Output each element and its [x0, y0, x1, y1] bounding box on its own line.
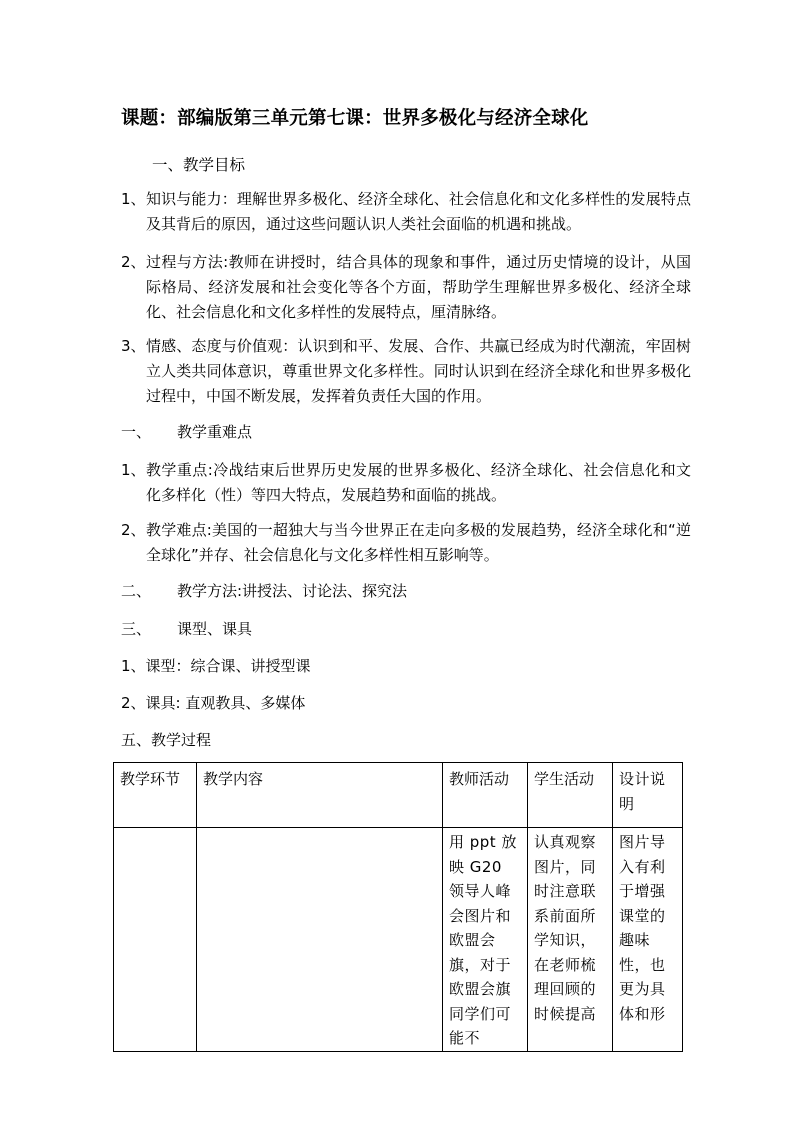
teaching-process-table — [113, 762, 683, 1052]
item-number: 3、 — [121, 337, 146, 355]
cell-content — [197, 828, 443, 1052]
section-heading-process: 五、教学过程 — [121, 731, 212, 749]
item-number: 1、 — [121, 190, 146, 208]
item-text: 教学重点:冷战结束后世界历史发展的世界多极化、经济全球化、社会信息化和文化多样化（性）等四大特点，发展趋势和面临的挑战。 — [146, 461, 691, 504]
table-header-row — [114, 763, 683, 828]
item-text: 课具: 直观教具、多媒体 — [145, 694, 306, 712]
objective-item-2 — [121, 250, 691, 325]
item-number: 1、 — [121, 461, 146, 479]
section-heading-key-points — [121, 421, 252, 443]
cell-stage — [114, 828, 197, 1052]
cell-design-notes: 图片导入有利于增强课堂的趣味性，也更为具体和形 — [613, 828, 683, 1052]
section-heading-methods — [121, 580, 407, 602]
cell-student-activity: 认真观察图片，同时注意联系前面所学知识，在老师梳理回顾的时候提高 — [528, 828, 613, 1052]
cell-teacher-activity: 用 ppt 放映 G20 领导人峰会图片和欧盟会旗，对于欧盟会旗同学们可能不 — [443, 828, 528, 1052]
section-heading-lesson-type — [121, 618, 252, 640]
section-marker: 一、 — [121, 423, 152, 441]
item-number: 2、 — [121, 694, 146, 712]
section-title: 教学方法:讲授法、讨论法、探究法 — [177, 582, 408, 600]
section-title: 教学重难点 — [177, 423, 253, 441]
lesson-title: 课题：部编版第三单元第七课：世界多极化与经济全球化 — [121, 108, 589, 129]
header-cell-design-notes: 设计说明 — [613, 763, 683, 828]
item-text: 过程与方法:教师在讲授时，结合具体的现象和事件，通过历史情境的设计，从国际格局、经济发展和社会变化等各个方面，帮助学生理解世界多极化、经济全球化、社会信息化和文化多样性的发展特点，厘清脉络。 — [146, 253, 691, 321]
item-number: 2、 — [121, 253, 146, 271]
section-marker: 二、 — [121, 582, 152, 600]
item-number: 2、 — [121, 521, 146, 539]
objective-item-3 — [121, 334, 691, 409]
header-cell-teacher-activity: 教师活动 — [443, 763, 528, 828]
header-cell-content: 教学内容 — [197, 763, 443, 828]
lesson-type-item-1 — [121, 655, 311, 677]
section-marker: 三、 — [121, 620, 152, 638]
item-number: 1、 — [121, 657, 146, 675]
item-text: 教学难点:美国的一超独大与当今世界正在走向多极的发展趋势，经济全球化和“逆全球化”并存、社会信息化与文化多样性相互影响等。 — [146, 521, 691, 564]
section-title: 课型、课具 — [177, 620, 253, 638]
item-text: 情感、态度与价值观：认识到和平、发展、合作、共赢已经成为时代潮流，牢固树立人类共同体意识，尊重世界文化多样性。同时认识到在经济全球化和世界多极化过程中，中国不断发展，发挥着负责任大国的作用。 — [146, 337, 691, 405]
lesson-type-item-2 — [121, 692, 305, 714]
objective-item-1 — [121, 187, 691, 237]
item-text: 课型：综合课、讲授型课 — [145, 657, 311, 675]
item-text: 知识与能力：理解世界多极化、经济全球化、社会信息化和文化多样性的发展特点及其背后的原因，通过这些问题认识人类社会面临的机遇和挑战。 — [146, 190, 691, 233]
key-point-item-2 — [121, 518, 691, 568]
section-heading-objectives: 一、教学目标 — [152, 156, 246, 174]
key-point-item-1 — [121, 458, 691, 508]
header-cell-stage: 教学环节 — [114, 763, 197, 828]
header-cell-student-activity: 学生活动 — [528, 763, 613, 828]
table-row — [114, 828, 683, 1052]
